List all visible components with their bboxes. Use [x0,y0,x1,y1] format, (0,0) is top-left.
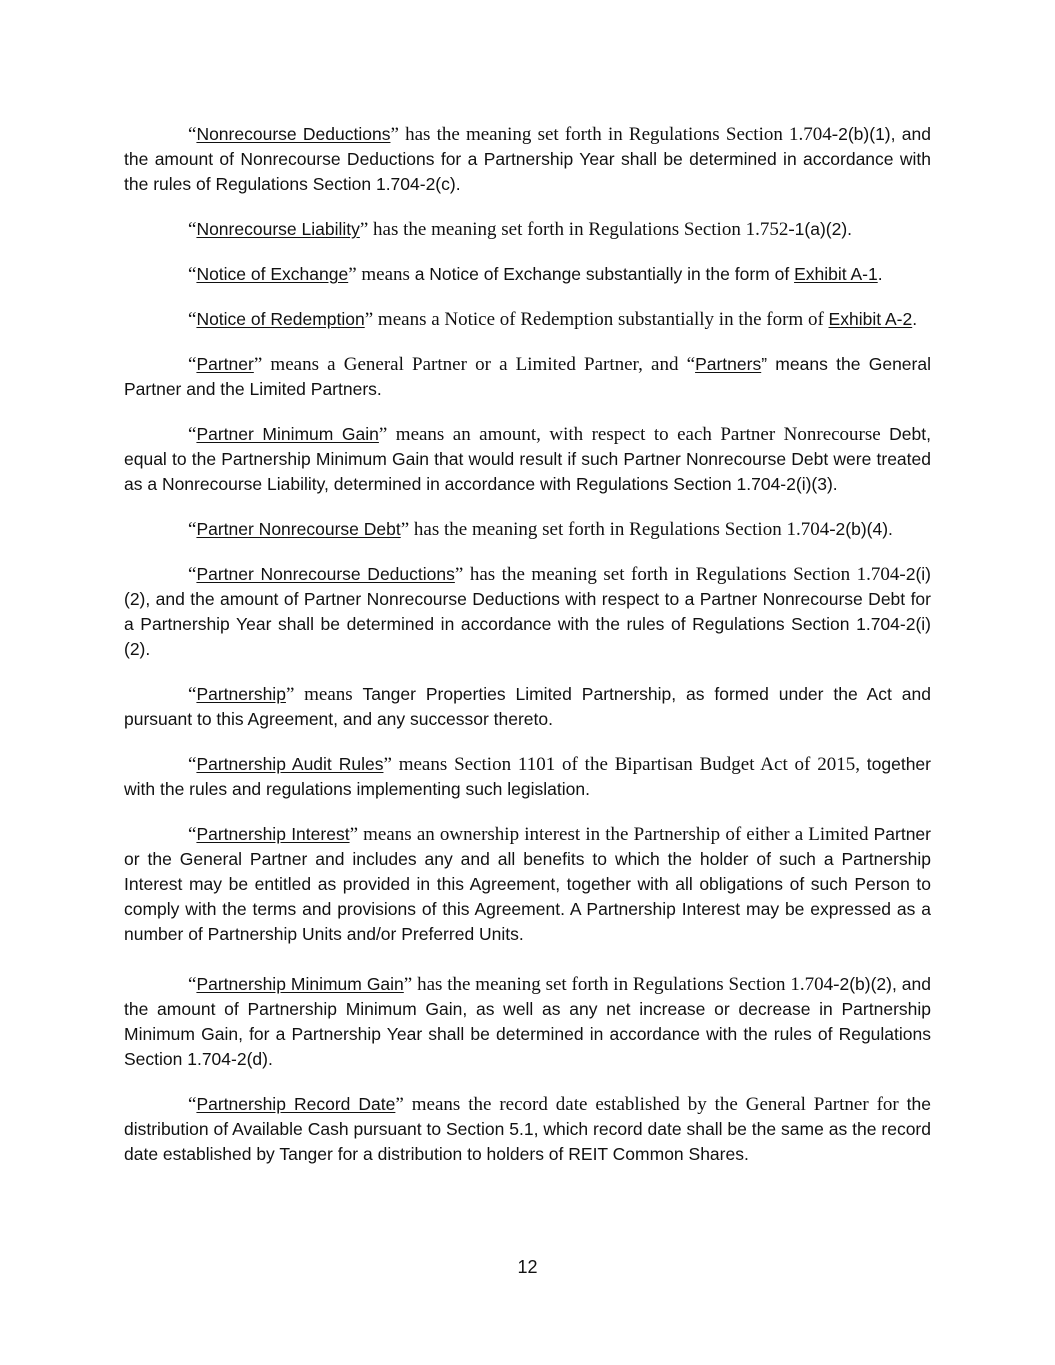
definition-text: 2(b)(4). [835,519,893,539]
definition-text: 2(i)(2), and the amount of Partner Nonrecourse Deductions with respect to a Partner Nonrecourse Debt for a Partnership Year shall be determined in accordance with the rules of Regulations Section 1.704-2(i)(2). [124,564,931,659]
definition-lead: ” means a General Partner or a Limited Partner, and “ [253,354,696,375]
definition-lead: ” has the meaning set forth in Regulations Section 1.704- [390,124,839,145]
definition-lead: ” means an ownership interest in the Partnership of either a Limited [349,824,874,845]
definition-lead: ” means a Notice of Redemption substantially in the form of [364,309,829,330]
definition-lead: ” has the meaning set forth in Regulations Section 1.704- [454,564,906,585]
definition-partner-nonrecourse-debt: “Partner Nonrecourse Debt” has the meaning set forth in Regulations Section 1.704-2(b)(4). [188,519,893,540]
definition-partner: “Partner” means a General Partner or a Limited Partner, and “Partners” means the General Partner and the Limited Partners. [124,354,931,399]
defined-term: Partnership Record Date [196,1094,396,1114]
definition-partnership-audit-rules: “Partnership Audit Rules” means Section 1101 of the Bipartisan Budget Act of 2015, together with the rules and regulations implementing such legislation. [124,754,931,799]
definition-notice-of-redemption: “Notice of Redemption” means a Notice of Redemption substantially in the form of Exhibit A-2. [188,309,918,330]
definition-nonrecourse-deductions: “Nonrecourse Deductions” has the meaning set forth in Regulations Section 1.704-2(b)(1), and the amount of Nonrecourse Deductions for a Partnership Year shall be determined in accordance with the rules of Regulations Section 1.704-2(c). [124,124,931,194]
definition-tail: ” means the General Partner and the Limited Partners. [124,354,931,399]
definition-lead: ” means Section 1101 of the Bipartisan Budget Act of 2015, [383,754,867,775]
definition-nonrecourse-liability: “Nonrecourse Liability” has the meaning set forth in Regulations Section 1.752-1(a)(2). [188,219,853,240]
definition-notice-of-exchange: “Notice of Exchange” means a Notice of Exchange substantially in the form of Exhibit A-1. [188,264,883,285]
definition-partnership-record-date: “Partnership Record Date” means the record date established by the General Partner for the distribution of Available Cash pursuant to Section 5.1, which record date shall be the same as the record date established by Tanger for a distribution to holders of REIT Common Shares. [124,1094,931,1164]
definition-tail: . [912,309,918,329]
page-number: 12 [517,1257,538,1277]
defined-term: Partner Nonrecourse Debt [196,519,401,539]
definition-text: 1(a)(2). [794,219,853,239]
exhibit-reference: Exhibit A-1 [794,264,878,284]
definition-partner-minimum-gain: “Partner Minimum Gain” means an amount, with respect to each Partner Nonrecourse Debt, equal to the Partnership Minimum Gain that would result if such Partner Nonrecourse Debt were treated as a Nonrecourse Liability, determined in accordance with Regulations Section 1.704-2(i)(3). [124,424,931,494]
definition-lead: ” has the meaning set forth in Regulations Section 1.704- [400,519,836,540]
defined-term: Notice of Exchange [196,264,349,284]
defined-term: Nonrecourse Deductions [196,124,391,144]
definition-lead: ” has the meaning set forth in Regulations Section 1.704- [403,974,840,995]
definition-text: Tanger Properties Limited Partnership, as formed under the Act and pursuant to this Agreement, and any successor thereto. [124,684,931,729]
defined-term: Partner Nonrecourse Deductions [196,564,455,584]
definition-lead: ” has the meaning set forth in Regulations Section 1.752- [359,219,795,240]
definition-partnership-minimum-gain: “Partnership Minimum Gain” has the meaning set forth in Regulations Section 1.704-2(b)(2), and the amount of Partnership Minimum Gain, as well as any net increase or decrease in Partnership Minimum Gain, for a Partnership Year shall be determined in accordance with the rules of Regulations Section 1.704-2(d). [124,974,931,1069]
defined-term: Partner Minimum Gain [196,424,379,444]
definition-text: the distribution of Available Cash pursuant to Section 5.1, which record date shall be the same as the record date established by Tanger for a distribution to holders of REIT Common Shares. [124,1094,931,1164]
definition-partnership: “Partnership” means Tanger Properties Limited Partnership, as formed under the Act and pursuant to this Agreement, and any successor thereto. [124,684,931,729]
defined-term: Notice of Redemption [196,309,365,329]
definition-partnership-interest: “Partnership Interest” means an ownership interest in the Partnership of either a Limited Partner or the General Partner and includes any and all benefits to which the holder of such a Partnership Interest may be entitled as provided in this Agreement, together with all obligations of such Person to comply with the terms and provisions of this Agreement. A Partnership Interest may be expressed as a number of Partnership Units and/or Preferred Units. [124,824,931,944]
definition-text: a Notice of Exchange substantially in the form of [414,264,795,284]
definition-text: 2(b)(1), and the amount of Nonrecourse Deductions for a Partnership Year shall be determined in accordance with the rules of Regulations Section 1.704-2(c). [124,124,931,194]
definition-text: Debt, equal to the Partnership Minimum Gain that would result if such Partner Nonrecourse Debt were treated as a Nonrecourse Liability, determined in accordance with Regulations Section 1.704-2(i)(3). [124,424,931,494]
definition-text: Partner or the General Partner and includes any and all benefits to which the holder of such a Partnership Interest may be entitled as provided in this Agreement, together with all obligations of such Person to comply with the terms and provisions of this Agreement. A Partnership Interest may be expressed as a number of Partnership Units and/or Preferred Units. [124,824,931,944]
defined-term: Partnership [196,684,286,704]
definition-text: together with the rules and regulations implementing such legislation. [124,754,931,799]
definition-lead: ” means [348,264,415,285]
definition-text: 2(b)(2), and the amount of Partnership Minimum Gain, as well as any net increase or decrease in Partnership Minimum Gain, for a Partnership Year shall be determined in accordance with the rules of Regulations Section 1.704-2(d). [124,974,931,1069]
definition-tail: . [877,264,883,284]
defined-term: Partnership Interest [196,824,350,844]
definition-partner-nonrecourse-deductions: “Partner Nonrecourse Deductions” has the meaning set forth in Regulations Section 1.704-2(i)(2), and the amount of Partner Nonrecourse Deductions with respect to a Partner Nonrecourse Debt for a Partnership Year shall be determined in accordance with the rules of Regulations Section 1.704-2(i)(2). [124,564,931,659]
defined-term: Partnership Minimum Gain [196,974,404,994]
definition-lead: ” means an amount, with respect to each Partner Nonrecourse [378,424,890,445]
defined-term: Partnership Audit Rules [196,754,384,774]
defined-term: Partner [196,354,254,374]
definition-lead: ” means the record date established by the General Partner for [395,1094,907,1115]
defined-term-secondary: Partners [695,354,762,374]
exhibit-reference: Exhibit A-2 [828,309,913,329]
definition-lead: ” means [285,684,363,705]
document-body [124,122,931,1187]
defined-term: Nonrecourse Liability [196,219,360,239]
